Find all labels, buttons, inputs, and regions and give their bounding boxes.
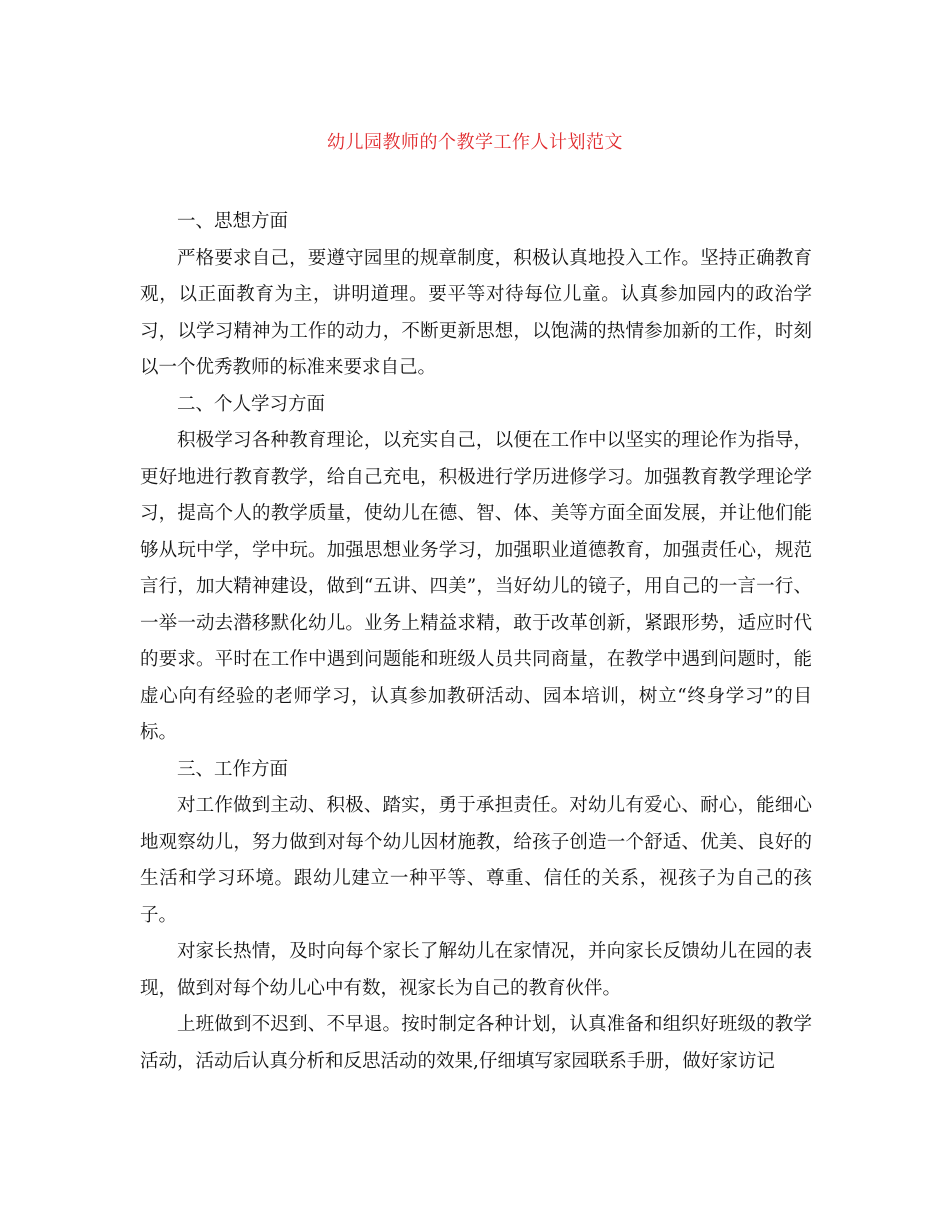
section-heading: 三、工作方面: [177, 758, 289, 780]
document-body: [140, 204, 812, 1080]
section-heading: 二、个人学习方面: [177, 393, 326, 415]
body-paragraph: 对家长热情，及时向每个家长了解幼儿在家情况，并向家长反馈幼儿在园的表现，做到对每个幼儿心中有数，视家长为自己的教育伙伴。: [140, 941, 812, 999]
document-title: 幼儿园教师的个教学工作人计划范文: [327, 132, 623, 153]
body-paragraph: 对工作做到主动、积极、踏实，勇于承担责任。对幼儿有爱心、耐心，能细心地观察幼儿，努力做到对每个幼儿因材施教，给孩子创造一个舒适、优美、良好的生活和学习环境。跟幼儿建立一种平等、尊重、信任的关系，视孩子为自己的孩子。: [140, 795, 812, 926]
section-heading: 一、思想方面: [177, 211, 289, 232]
body-paragraph: 积极学习各种教育理论，以充实自己，以便在工作中以坚实的理论作为指导，更好地进行教育教学，给自己充电，积极进行学历进修学习。加强教育教学理论学习，提高个人的教学质量，使幼儿在德、智、体、美等方面全面发展，并让他们能够从玩中学，学中玩。加强思想业务学习，加强职业道德教育，加强责任心，规范言行，加大精神建设，做到“五讲、四美”，当好幼儿的镜子，用自己的一言一行、一举一动去潜移默化幼儿。业务上精益求精，敢于改革创新，紧跟形势，适应时代的要求。平时在工作中遇到问题能和班级人员共同商量，在教学中遇到问题时，能虚心向有经验的老师学习，认真参加教研活动、园本培训，树立“终身学习”的目标。: [140, 430, 812, 743]
body-paragraph: 严格要求自己，要遵守园里的规章制度，积极认真地投入工作。坚持正确教育观，以正面教育为主，讲明道理。要平等对待每位儿童。认真参加园内的政治学习，以学习精神为工作的动力，不断更新思想，以饱满的热情参加新的工作，时刻以一个优秀教师的标准来要求自己。: [140, 247, 812, 378]
body-paragraph: 上班做到不迟到、不早退。按时制定各种计划，认真准备和组织好班级的教学活动，活动后认真分析和反思活动的效果,仔细填写家园联系手册，做好家访记: [140, 1014, 812, 1072]
